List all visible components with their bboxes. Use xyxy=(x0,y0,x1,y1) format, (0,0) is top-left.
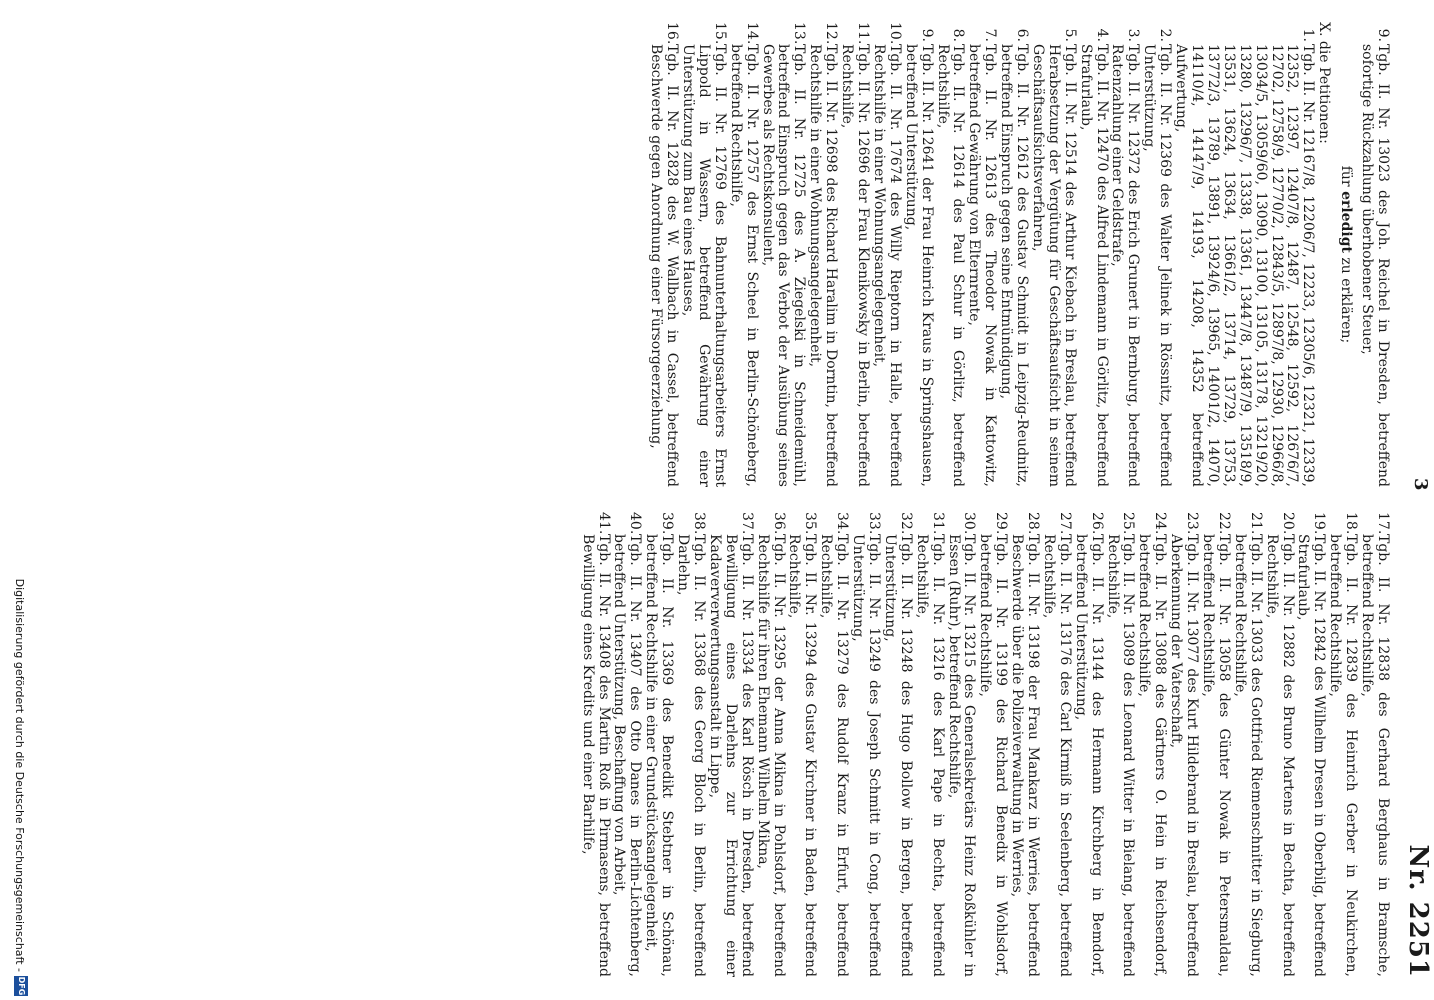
list-item xyxy=(806,22,838,487)
item-text: Tgb. II. Nr. 12514 des Arthur Kiebach in Breslau, betreffend Herabsetzung der Vergütung für Geschäftsaufsicht in seinem Geschäftsaufsichtsverfahren, xyxy=(1029,44,1078,487)
item-number: 12. xyxy=(823,22,840,45)
list-item xyxy=(642,512,674,977)
item-number: 33. xyxy=(866,512,882,535)
item-number: 13. xyxy=(791,22,808,45)
item-number: 9. xyxy=(1375,28,1391,42)
item-text: Tgb. II. Nr. 17674 des Willy Rieptorn in Halle, betreffend Rechtshilfe in einer Wohnungsangelegenheit, xyxy=(870,44,903,487)
item-number: 20. xyxy=(1279,512,1296,535)
item-text: Tgb. II. Nr. 12757 des Ernst Scheel in Berlin-Schöneberg, betreffend Rechtshilfe, xyxy=(727,44,760,487)
resolution-word-3: zu erklären; xyxy=(1338,257,1355,344)
list-item xyxy=(674,512,706,977)
list-item xyxy=(870,22,902,487)
item-text: Tgb. II. Nr. 12839 des Heinrich Gerber in Neukirchen, betreffend Rechtshilfe, xyxy=(1327,534,1360,977)
item-text: Tgb. II. Nr. 12725 des A. Ziegelski in Schneidemühl, betreffend Einspruch gegen das Verbot der Ausübung seines Gewerbes als Rechtskonsulent, xyxy=(759,44,808,487)
list-item xyxy=(965,22,997,487)
list-item xyxy=(679,22,727,487)
list-item xyxy=(1008,512,1040,977)
item-text: Tgb. II. Nr. 13176 des Carl Kirmiß in Seelenberg, betreffend Rechtshilfe, xyxy=(1040,534,1073,977)
item-number: 24. xyxy=(1152,512,1169,535)
item-number: 38. xyxy=(691,512,708,535)
item-number: 10. xyxy=(886,22,903,45)
item-number: 37. xyxy=(738,512,755,535)
resolution-word-2: erledigt xyxy=(1338,191,1355,253)
resolution-line xyxy=(1337,22,1353,487)
item-text: Tgb. II. Nr. 13407 des Otto Danes in Berlin-Lichtenberg, betreffend Unterstützung, Beschaffung von Arbeit, xyxy=(611,534,644,977)
item-number: 30. xyxy=(961,512,978,535)
list-item xyxy=(1140,22,1172,487)
item-text: Tgb. II. Nr. 13249 des Joseph Schmitt in Cong, betreffend Unterstützung, xyxy=(850,534,882,977)
list-item xyxy=(786,512,818,977)
list-item xyxy=(1326,512,1358,977)
item-text: Tgb. II. Nr. 13248 des Hugo Bollow in Bergen, betreffend Unterstützung, xyxy=(881,534,914,977)
item-number: 11. xyxy=(855,22,871,45)
list-item xyxy=(881,512,913,977)
item-text: Tgb. II. Nr. 12828 des W. Wallbach in Cassel, betreffend Beschwerde gegen Anordnung einer Fürsorgeerziehung, xyxy=(648,44,681,487)
item-text: Tgb. II. Nr. 13077 des Kurt Hildebrand in Breslau, betreffend Aberkennung der Vaterschaft, xyxy=(1168,534,1201,977)
item-number: 28. xyxy=(1025,512,1042,535)
section-heading: X. die Petitionen: xyxy=(1316,22,1333,144)
list-item xyxy=(849,512,881,977)
item-number: 40. xyxy=(627,512,644,535)
item-text: Tgb. II. Nr. 12614 des Paul Schur in Görlitz, betreffend Rechtshilfe, xyxy=(934,44,967,487)
item-number: 6. xyxy=(1014,28,1031,42)
item-number: 31. xyxy=(929,512,946,535)
list-item xyxy=(1104,512,1136,977)
list-item xyxy=(611,512,643,977)
item-text: Tgb. II. Nr. 13334 des Karl Rösch in Dresden, betreffend Bewilligung eines Darlehns zur Errichtung einer Kadaververwertungsanstalt in Lippe, xyxy=(706,534,755,977)
item-text: Tgb. II. Nr. 13198 der Frau Mankarz in Werries, betreffend Beschwerde über die Polizeiverwaltung in Werries, xyxy=(1009,534,1042,977)
item-text: Tgb. II. Nr. 13088 des Gärtners O. Hein in Reichsendorf, betreffend Rechtshilfe, xyxy=(1136,534,1169,977)
list-item xyxy=(1358,512,1390,977)
left-column xyxy=(647,22,1390,487)
item-text: Tgb. II. Nr. 12612 des Gustav Schmidt in Leipzig-Reudnitz, betreffend Einspruch gegen seine Entmündigung, xyxy=(998,44,1031,487)
list-item xyxy=(759,22,807,487)
item-text: Tgb. II. Nr. 12613 des Theodor Nowak in Kattowitz, betreffend Gewährung von Elternrente, xyxy=(966,44,999,487)
dfg-logo: DFG xyxy=(14,976,28,996)
item-number: 1. xyxy=(1300,28,1317,42)
item-number: 4. xyxy=(1093,28,1110,42)
item-text: Tgb. II. Nr. 13369 des Benedikt Stebtner in Schönau, betreffend Rechtshilfe in einer Grundstücksangelegenheit, xyxy=(643,534,676,977)
item-text: Tgb. II. Nr. 13408 des Martin Roß in Pirmasens, betreffend Bewilligung eines Kredits und einer Barhilfe, xyxy=(579,534,612,977)
petition-list-left xyxy=(647,22,1315,487)
item-text: Tgb. II. Nr. 12882 des Bruno Martens in Bechta, betreffend Rechtshilfe, xyxy=(1263,534,1296,977)
list-item xyxy=(1029,22,1077,487)
list-item xyxy=(706,512,754,977)
list-item xyxy=(1136,512,1168,977)
item-number: 22. xyxy=(1215,512,1232,535)
item-text: Tgb. II. Nr. 12641 der Frau Heinrich Kraus in Springshausen, betreffend Unterstützung, xyxy=(902,44,935,487)
list-item xyxy=(945,512,977,977)
item-text: Tgb. II. Nr. 13215 des Generalsekretärs Heinz Roßkühler in Essen (Ruhr), betreffend Rechtshilfe, xyxy=(945,534,978,977)
list-item xyxy=(754,512,786,977)
item-text: Tgb. II. Nr. 13144 des Hermann Kirchberg in Bemdorf, betreffend Unterstützung, xyxy=(1072,534,1105,977)
item-text: Tgb. II. Nr. 13058 des Günter Nowak in Petersmaldau, betreffend Rechtshilfe, xyxy=(1200,534,1232,977)
item-number: 21. xyxy=(1247,512,1264,535)
item-text: Tgb. II. Nr. 13033 des Gottfried Riemenschnitter in Siegburg, betreffend Rechtshilfe, xyxy=(1231,534,1264,977)
item-text: Tgb. II. Nr. 12696 der Frau Klenikowsky in Berlin, betreffend Rechtshilfe, xyxy=(839,44,871,487)
item-text: Tgb. II. Nr. 12167/8, 12206/7, 12233, 12305/6, 12321, 12339, 12352, 12397, 12407/8, 12487, 12548, 12592, 12676/7, 12702, 12758/9, 12770/2, 12843/5, 12897/8, 12930, 12966/8, 13034/5, 13059/60, 13090, 13100, 13105, 13178, 13219/20, 13280, 13296/7, 13338, 13361, 13447/8, 13487/9, 13518/9, 13531, 13624, 13634, 13661/2, 13714, 13729, 13753, 13772/3, 13789, 13891, 13924/6, 13965, 14001/2, 14070, 14110/4, 14147/9, 14193, 14208, 14352 betreffend Aufwertung, xyxy=(1173,44,1317,487)
item-number: 18. xyxy=(1343,512,1360,535)
list-item xyxy=(579,512,611,977)
petition-list-right xyxy=(579,512,1390,977)
item-text: Tgb. II. Nr. 12372 des Erich Grunert in Bernburg, betreffend Ratenzahlung einer Geldstrafe, xyxy=(1109,44,1142,487)
list-item xyxy=(1231,512,1263,977)
list-item xyxy=(902,22,934,487)
list-item xyxy=(1172,22,1315,487)
right-column xyxy=(579,512,1390,977)
item-text: Tgb. II. Nr. 12842 des Wilhelm Dresen in Oberbilg, betreffend Strafurlaub, xyxy=(1295,534,1328,977)
item-number: 16. xyxy=(664,22,681,45)
list-item xyxy=(838,22,870,487)
item-number: 25. xyxy=(1120,512,1137,535)
item-number: 8. xyxy=(950,28,967,42)
item-number: 7. xyxy=(982,28,999,42)
item-number: 39. xyxy=(659,512,676,535)
item-number: 35. xyxy=(802,512,819,535)
list-item xyxy=(1167,512,1199,977)
item-number: 36. xyxy=(770,512,787,535)
item-text: Tgb. II. Nr. 12369 des Walter Jelinek in Rössnitz, betreffend Unterstützung, xyxy=(1141,44,1174,487)
item-number: 29. xyxy=(993,512,1010,535)
list-item xyxy=(727,22,759,487)
resolution-word-1: für xyxy=(1338,165,1355,187)
list-item xyxy=(934,22,966,487)
item-number: 41. xyxy=(595,512,612,535)
list-item xyxy=(1263,512,1295,977)
item-text: Tgb. II. Nr. 12470 des Alfred Lindemann in Görlitz, betreffend Strafurlaub, xyxy=(1077,44,1110,487)
item-text: Tgb. II. Nr. 13199 des Richard Benedix in Wohlsdorf, betreffend Rechtshilfe, xyxy=(977,534,1010,977)
page-number: 3 xyxy=(1410,478,1431,491)
list-item xyxy=(1358,22,1390,487)
footer-credit xyxy=(0,0,36,1000)
running-header xyxy=(1393,0,1433,1000)
list-item xyxy=(1295,512,1327,977)
item-number: 14. xyxy=(743,22,760,45)
item-number: 34. xyxy=(834,512,851,535)
item-text: Tgb. II. Nr. 12698 des Richard Haralim in Dorntin, betreffend Rechtshilfe in einer Wohnungsangelegenheit, xyxy=(807,44,840,487)
credit-text: Digitalisierung gefördert durch die Deutsche Forschungsgemeinschaft - xyxy=(13,578,26,972)
list-item xyxy=(1109,22,1141,487)
item-text: Tgb. II. Nr. 13089 des Leonard Witter in Bielang, betreffend Rechtshilfe, xyxy=(1104,534,1137,977)
item-number: 23. xyxy=(1184,512,1201,535)
item-number: 32. xyxy=(897,512,914,535)
item-number: 15. xyxy=(711,22,728,45)
list-item xyxy=(1199,512,1231,977)
item-text: Tgb. II. Nr. 13294 des Gustav Kirchner in Baden, betreffend Rechtshilfe, xyxy=(786,534,819,977)
item-number: 3. xyxy=(1125,28,1142,42)
item-number: 2. xyxy=(1157,28,1174,42)
list-item xyxy=(647,22,679,487)
list-item xyxy=(913,512,945,977)
item-text: Tgb. II. Nr. 13023 des Joh. Reichel in Dresden, betreffend sofortige Rückzahlung überhobener Steuer, xyxy=(1359,44,1391,487)
item-text: Tgb. II. Nr. 12769 des Bahnunterhaltungsarbeiters Ernst Lippold in Wassern, betreffend Gewährung einer Unterstützung zum Bau eines Hauses, xyxy=(680,44,728,487)
list-item xyxy=(817,512,849,977)
item-number: 9. xyxy=(918,28,935,42)
item-text: Tgb. II. Nr. 13295 der Anna Mikna in Pohlsdorf, betreffend Rechtshilfe für ihren Ehemann Wilhelm Mikna, xyxy=(754,534,787,977)
item-number: 19. xyxy=(1311,512,1328,535)
document-number: Nr. 2251 xyxy=(1403,844,1433,978)
list-item xyxy=(976,512,1008,977)
item-number: 26. xyxy=(1088,512,1105,535)
item-text: Tgb. II. Nr. 13216 des Karl Pape in Bechta, betreffend Rechtshilfe, xyxy=(913,534,946,977)
item-text: Tgb. II. Nr. 12838 des Gerhard Berghaus in Bramsche, betreffend Rechtshilfe, xyxy=(1359,534,1391,977)
item-text: Tgb. II. Nr. 13279 des Rudolf Kranz in Erfurt, betreffend Rechtshilfe, xyxy=(818,534,851,977)
item-number: 5. xyxy=(1061,28,1078,42)
item-text: Tgb. II. Nr. 13368 des Georg Bloch in Berlin, betreffend Darlehn, xyxy=(675,534,708,977)
item-number: 17. xyxy=(1375,512,1391,535)
list-item xyxy=(1040,512,1072,977)
list-item xyxy=(1072,512,1104,977)
list-item xyxy=(997,22,1029,487)
item-number: 27. xyxy=(1056,512,1073,535)
list-item xyxy=(1077,22,1109,487)
